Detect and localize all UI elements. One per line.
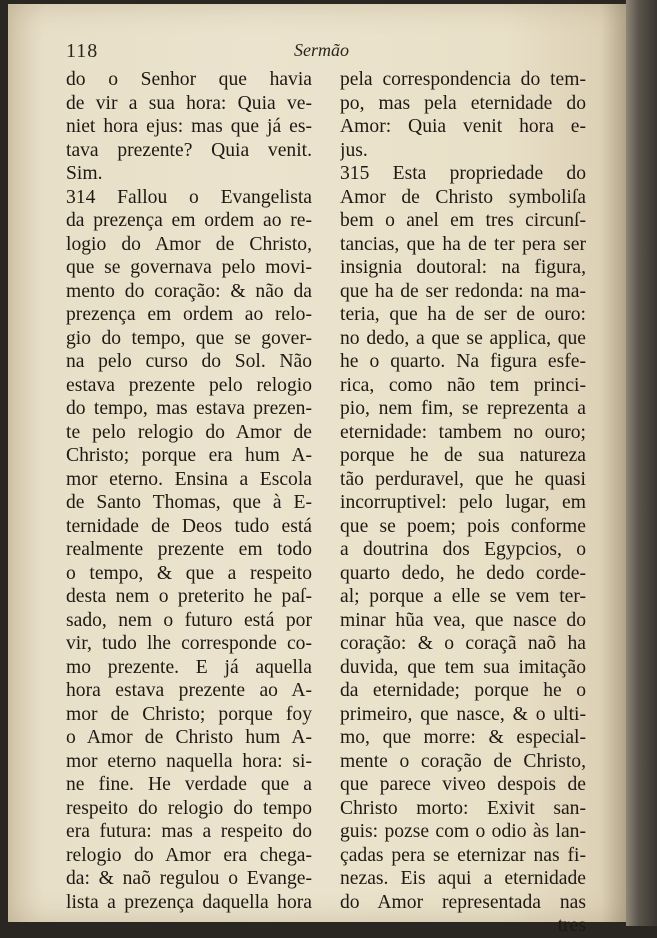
text-line: sado, nem o futuro está por (66, 609, 312, 631)
text-line: estava prezente pelo relogio (66, 374, 312, 396)
text-line: que se poem; pois conforme (340, 515, 586, 537)
text-line: eternidade: tambem no ouro; (340, 421, 586, 443)
text-line: Christo; porque era hum A- (66, 445, 312, 466)
text-line: incorruptivel: pelo lugar, em (340, 492, 586, 513)
text-line: de Santo Thomas, que à E- (66, 492, 312, 513)
running-title: Sermão (294, 40, 349, 60)
text-line: hora estava prezente ao A- (66, 680, 312, 701)
text-line: pio, nem fim, se reprezenta a (340, 398, 586, 419)
text-line: prezença em ordem ao relo- (66, 304, 312, 325)
text-line: relogio do Amor era chega- (66, 844, 312, 866)
text-line: mo prezente. E já aquella (66, 656, 312, 678)
text-line: 314 Fallou o Evangelista (66, 186, 312, 208)
text-line: Sim. (66, 163, 103, 184)
text-line: nezas. Eis aqui a eternidade (340, 868, 586, 889)
text-line: minar hũa vea, que nasce do (340, 609, 586, 631)
text-line: Christo morto: Exivit san- (340, 797, 586, 819)
text-line: ternidade de Deos tudo está (66, 515, 312, 537)
text-line: que parece viveo despois de (340, 774, 586, 795)
text-line: o tempo, & que a respeito (66, 562, 312, 584)
text-line: Amor de Christo symboliſa (340, 186, 586, 208)
right-text-column (340, 68, 586, 938)
text-line: çadas pera se eternizar nas fi- (340, 844, 586, 866)
text-line: gio do tempo, que se gover- (66, 327, 312, 349)
text-line: da eternidade; porque he o (340, 680, 586, 701)
text-line: do o Senhor que havia (66, 69, 312, 90)
text-line: tão perduravel, que he quasi (340, 468, 586, 490)
text-line: niet hora ejus: mas que já es- (66, 116, 312, 137)
text-line: he o quarto. Na figura esfe- (340, 351, 586, 372)
text-line: jus. (340, 139, 368, 161)
page-number: 118 (66, 40, 99, 62)
text-line: po, mas pela eternidade do (340, 92, 586, 114)
text-line: tancias, que ha de ter pera ser (340, 233, 586, 255)
text-line: do tempo, mas estava prezen- (66, 398, 312, 419)
text-line: guis: pozse com o odio às lan- (340, 821, 586, 842)
text-line: que ha de ser redonda: na ma- (340, 280, 586, 302)
text-line: a doutrina dos Egypcios, o (340, 539, 586, 560)
text-line: que se governava pelo movi- (66, 257, 312, 278)
text-line: vir, tudo lhe corresponde co- (66, 633, 312, 654)
text-line: era futura: mas a respeito do (66, 821, 312, 842)
text-line: de vir a sua hora: Quia ve- (66, 92, 312, 114)
text-line: da: & naõ regulou o Evange- (66, 868, 312, 889)
text-line: desta nem o preterito he paſ- (66, 586, 312, 607)
text-line: do Amor representada nas (340, 891, 586, 913)
text-line: logio do Amor de Christo, (66, 233, 312, 255)
text-line: al; porque a elle se vem ter- (340, 586, 586, 607)
text-line: mor eterno naquella hora: si- (66, 750, 312, 772)
text-line: na pelo curso do Sol. Não (66, 351, 312, 372)
text-line: mor de Christo; porque foy (66, 703, 312, 725)
text-line: bem o anel em tres circunſ- (340, 210, 586, 231)
book-page-edge (626, 0, 657, 926)
text-line: o Amor de Christo hum A- (66, 727, 312, 748)
book-page (8, 4, 626, 936)
text-line: no dedo, a que se applica, que (340, 327, 586, 349)
text-line: ne fine. He verdade que a (66, 774, 312, 795)
text-line: mo, que morre: & especial- (340, 727, 586, 748)
text-line: porque he de sua natureza (340, 445, 586, 466)
text-line: mor eterno. Ensina a Escola (66, 468, 312, 490)
text-line: mente o coração de Christo, (340, 750, 586, 772)
text-line: tres (557, 915, 586, 936)
text-line: rica, como não tem princi- (340, 374, 586, 396)
text-line: Amor: Quia venit hora e- (340, 116, 586, 137)
text-line: pela correspondencia do tem- (340, 69, 586, 90)
left-text-column (66, 68, 312, 914)
text-line: realmente prezente em todo (66, 539, 312, 560)
text-line: mento do coração: & não da (66, 280, 312, 302)
text-line: primeiro, que nasce, & o ulti- (340, 703, 586, 725)
text-line: teria, que ha de ser de ouro: (340, 304, 586, 325)
page-header (66, 40, 560, 66)
text-line: da prezença em ordem ao re- (66, 210, 312, 231)
text-line: insignia doutoral: na figura, (340, 257, 586, 278)
text-line: tava prezente? Quia venit. (66, 139, 312, 161)
text-line: respeito do relogio do tempo (66, 797, 312, 819)
text-line: te pelo relogio do Amor de (66, 421, 312, 443)
text-line: duvida, que tem sua imitação (340, 656, 586, 678)
text-line: lista a prezença daquella hora (66, 891, 312, 913)
text-line: coração: & o coraçã naõ ha (340, 633, 586, 654)
text-line: quarto dedo, he dedo corde- (340, 562, 586, 584)
text-line: 315 Esta propriedade do (340, 163, 586, 184)
